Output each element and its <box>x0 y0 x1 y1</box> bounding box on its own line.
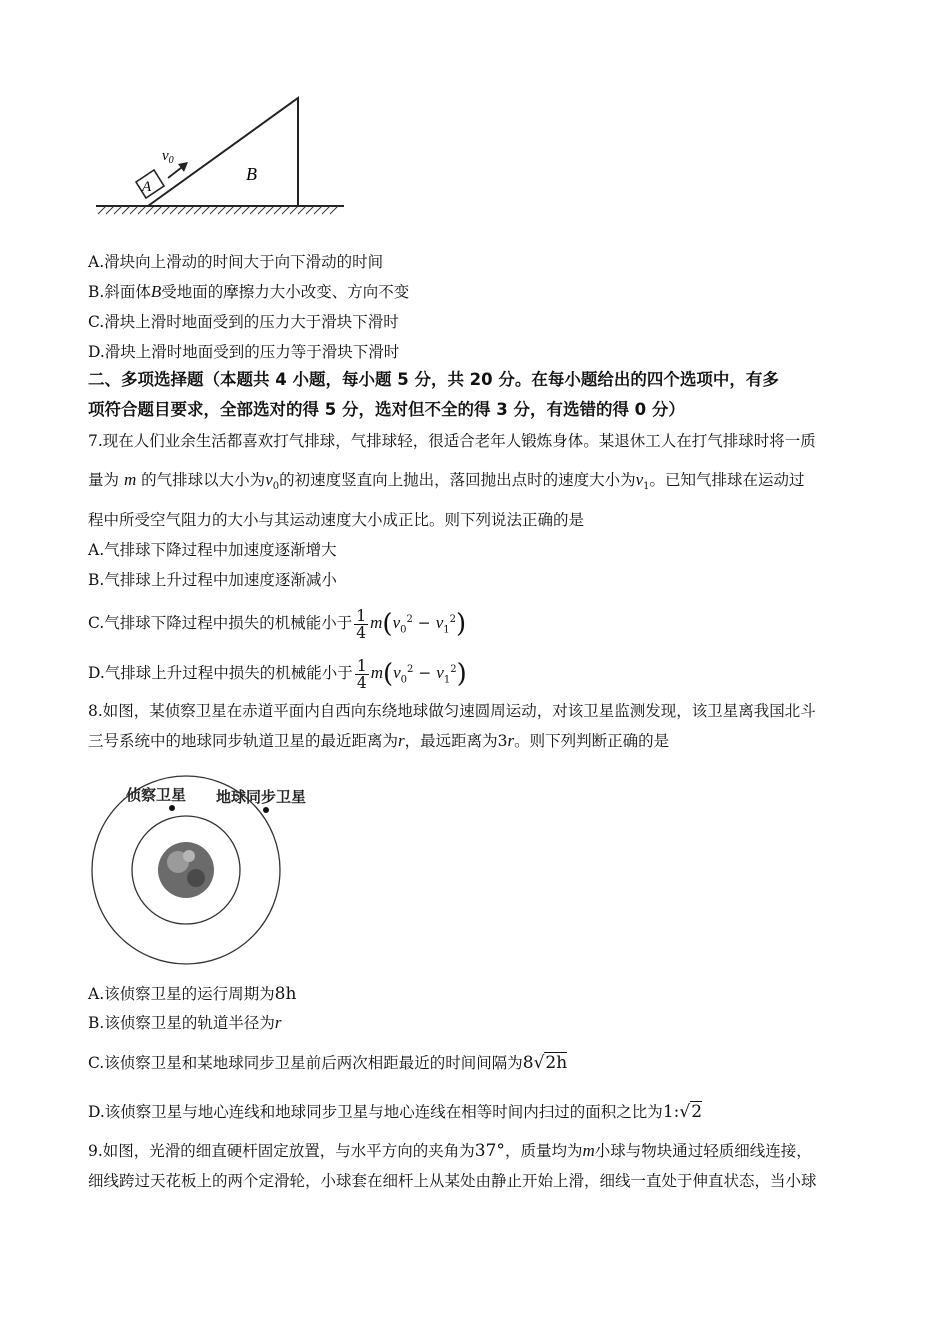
q8-stem-line1: 8.如图，某侦察卫星在赤道平面内自西向东绕地球做匀速圆周运动，对该卫星监测发现，该卫星离我国北斗 <box>88 702 816 720</box>
label-spy-satellite: 侦察卫星 <box>126 786 187 804</box>
label-b: B <box>246 164 257 184</box>
ground-hatch <box>98 206 338 214</box>
arrow-head <box>178 162 188 172</box>
q6-option-a: A.滑块向上滑动的时间大于向下滑动的时间 <box>88 253 384 271</box>
label-geo-satellite: 地球同步卫星 <box>216 788 307 806</box>
section-heading-line1: 二、多项选择题（本题共 4 小题，每小题 5 分，共 20 分。在每小题给出的四个选项中，有多 <box>88 370 779 389</box>
q8-option-a: A.该侦察卫星的运行周期为8h <box>88 984 297 1004</box>
label-v0: $v_0$ <box>162 148 174 166</box>
q7-stem-line3: 程中所受空气阻力的大小与其运动速度大小成正比。则下列说法正确的是 <box>88 511 585 529</box>
earth <box>158 842 214 898</box>
q8-stem-line2: 三号系统中的地球同步轨道卫星的最近距离为r，最远距离为3r。则下列判断正确的是 <box>88 731 670 750</box>
q9-stem-line1: 9.如图，光滑的细直硬杆固定放置，与水平方向的夹角为37°，质量均为m小球与物块通过轻质细线连接， <box>88 1141 812 1161</box>
q7-option-a: A.气排球下降过程中加速度逐渐增大 <box>88 541 337 559</box>
q6-option-b: B.斜面体B受地面的摩擦力大小改变、方向不变 <box>88 282 410 301</box>
q6-option-c: C.滑块上滑时地面受到的压力大于滑块下滑时 <box>88 313 399 331</box>
incline-b <box>148 98 298 206</box>
section-heading-line2: 项符合题目要求，全部选对的得 5 分，选对但不全的得 3 分，有选错的得 0 分） <box>88 400 685 419</box>
q7-stem-line1: 7.现在人们业余生活都喜欢打气排球，气排球轻，很适合老年人锻炼身体。某退休工人在打气排球时将一质 <box>88 432 816 450</box>
geo-satellite <box>263 807 269 813</box>
q8-option-c: C.该侦察卫星和某地球同步卫星前后两次相距最近的时间间隔为8√2h <box>88 1053 568 1073</box>
q7-option-c: C.气排球下降过程中损失的机械能小于 $\frac{1}{4}$ $m(v_0^2 - v_1^2)$ <box>88 606 467 642</box>
q8-option-d: D.该侦察卫星与地心连线和地球同步卫星与地心连线在相等时间内扫过的面积之比为1:√2 <box>88 1102 703 1122</box>
q8-option-b: B.该侦察卫星的轨道半径为r <box>88 1013 282 1032</box>
q7-stem-line2: 量为 m 的气排球以大小为$v_0$的初速度竖直向上抛出，落回抛出点时的速度大小为$v_1$。已知气排球在运动过 <box>88 470 805 493</box>
spy-satellite <box>169 805 175 811</box>
q7-option-b: B.气排球上升过程中加速度逐渐减小 <box>88 571 337 589</box>
q6-option-d: D.滑块上滑时地面受到的压力等于滑块下滑时 <box>88 343 400 361</box>
incline-figure <box>88 82 358 222</box>
orbit-figure <box>86 770 336 970</box>
q9-stem-line2: 细线跨过天花板上的两个定滑轮，小球套在细杆上从某处由静止开始上滑，细线一直处于伸直状态，当小球 <box>88 1172 817 1190</box>
q7-option-d: D.气排球上升过程中损失的机械能小于 $\frac{1}{4}$ $m(v_0^2 - v_1^2)$ <box>88 656 467 692</box>
label-a: A <box>142 179 152 195</box>
